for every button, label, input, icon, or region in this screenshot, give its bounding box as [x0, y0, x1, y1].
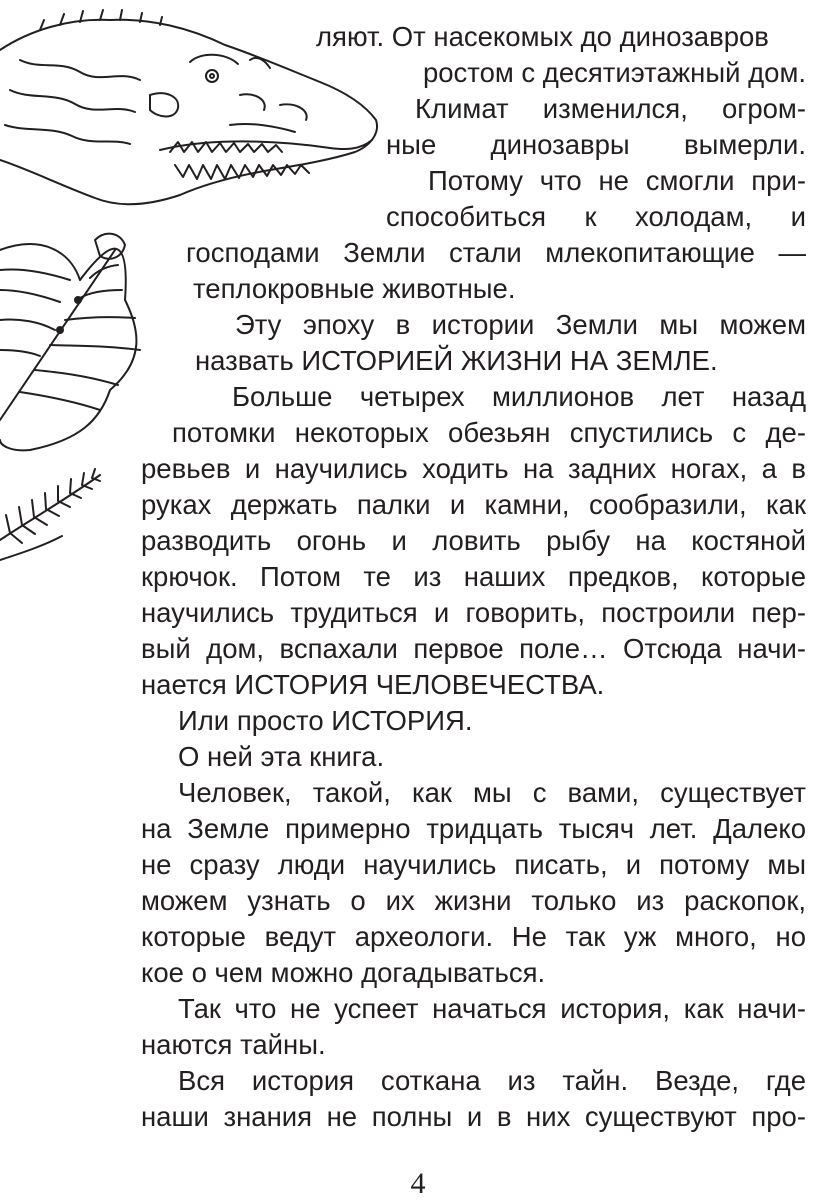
text-line: Эту эпоху в истории Земли мы можем	[235, 309, 806, 340]
text-line: которые ведут археологи. Не так уж много, но	[141, 921, 806, 952]
text-line: разводить огонь и ловить рыбу на костяной	[141, 525, 806, 556]
text-line: Потому что не смогли при-	[428, 165, 806, 196]
text-line: способиться к холодам, и	[386, 201, 806, 232]
page-number: 4	[410, 1167, 426, 1200]
text-line: ростом с десятиэтажный дом.	[422, 57, 806, 88]
text-line: наши знания не полны и в них существуют про-	[141, 1101, 806, 1132]
text-line: ревьев и научились ходить на задних ногах, а в	[141, 453, 806, 484]
text-line: Вся история соткана из тайн. Везде, где	[178, 1065, 806, 1096]
text-line: господами Земли стали млекопитающие —	[186, 237, 806, 268]
text-line: ляют. От насекомых до динозавров	[316, 21, 769, 52]
text-line: на Земле примерно тридцать тысяч лет. Далеко	[141, 813, 806, 844]
text-line: Человек, такой, как мы с вами, существует	[178, 777, 806, 808]
text-line: руках держать палки и камни, сообразили, как	[141, 489, 806, 520]
text-line: не сразу люди научились писать, и потому мы	[141, 849, 806, 880]
text-line: потомки некоторых обезьян спустились с де-	[172, 417, 806, 448]
text-line: кое о чем можно догадываться.	[141, 957, 546, 988]
text-line: назвать ИСТОРИЕЙ ЖИЗНИ НА ЗЕМЛЕ.	[195, 345, 718, 376]
fern-drawing	[0, 469, 100, 560]
text-line: теплокровные животные.	[193, 273, 516, 304]
text-line: Или просто ИСТОРИЯ.	[178, 705, 473, 736]
monstera-leaf-drawing	[0, 234, 140, 451]
text-line: можем узнать о их жизни только из раскопок,	[141, 885, 806, 916]
text-line: нается ИСТОРИЯ ЧЕЛОВЕЧЕСТВА.	[141, 669, 605, 700]
text-line: Больше четырех миллионов лет назад	[232, 381, 806, 412]
text-line: крючок. Потом те из наших предков, которые	[141, 561, 806, 592]
text-line: научились трудиться и говорить, построили пер-	[141, 597, 806, 628]
text-line: ные динозавры вымерли.	[386, 129, 806, 160]
text-line: Так что не успеет начаться история, как начи-	[178, 993, 806, 1024]
text-line: Климат изменился, огром-	[415, 93, 806, 124]
text-line: О ней эта книга.	[178, 741, 385, 772]
text-line: вый дом, вспахали первое поле… Отсюда начи-	[141, 633, 806, 664]
text-line: наются тайны.	[141, 1029, 326, 1060]
